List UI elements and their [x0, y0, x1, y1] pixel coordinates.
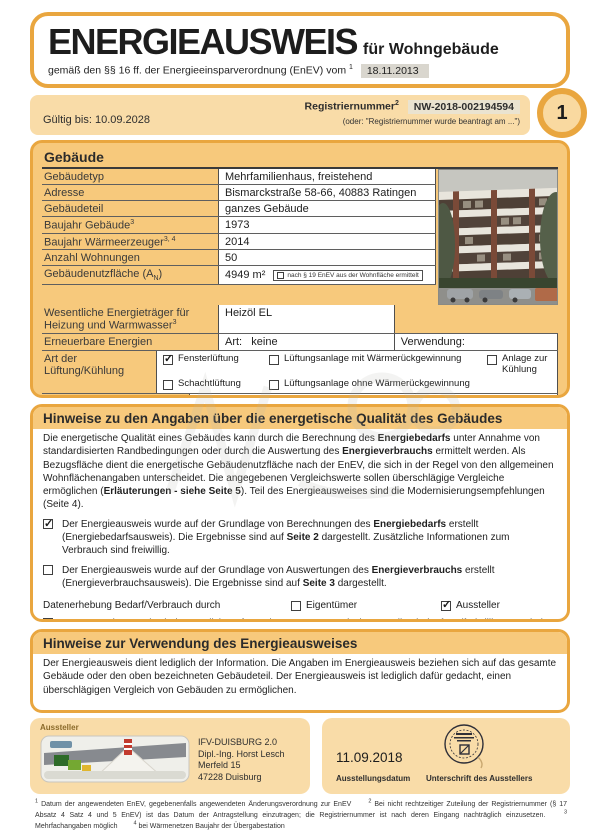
aussteller-checkbox[interactable] [441, 601, 451, 611]
quality-section-title: Hinweise zu den Angaben über die energetische Qualität des Gebäudes [33, 407, 567, 429]
survey-label: Datenerhebung Bedarf/Verbrauch durch [43, 600, 221, 612]
row-value: 2014 [218, 234, 436, 250]
page-title: ENERGIEAUSWEIS [48, 21, 358, 62]
building-section-title: Gebäude [42, 148, 558, 169]
document-header [30, 12, 570, 88]
usage-section-title: Hinweise zur Verwendung des Energieausweises [33, 632, 567, 654]
signature-label: Unterschrift des Ausstellers [426, 774, 533, 783]
table-row [42, 234, 436, 251]
row-label: Anzahl Wohnungen [44, 252, 140, 265]
occasion-option [463, 397, 551, 399]
row-value: 50 [218, 250, 436, 265]
row-label: Baujahr Gebäude$^3$ [44, 219, 135, 232]
building-photo [438, 169, 558, 305]
row-value: 4949 m² nach § 19 EnEV aus der Wohnfläche ermittelt [218, 266, 436, 283]
table-row [42, 201, 436, 217]
zusatzinfo-checkbox[interactable] [43, 618, 53, 622]
quality-item: Der Energieausweis wurde auf der Grundlage von Auswertungen des Energieverbrauchs erstellt (Energieverbrauchsausweis). Die Ergebnisse sind auf Seite 3 dargestellt. [43, 564, 557, 591]
row-label: Gebäudeteil [44, 203, 104, 215]
table-row-energy-carrier [42, 305, 558, 334]
occasion-options [189, 394, 558, 399]
enev-date-chip: 18.11.2013 [361, 64, 429, 78]
issue-date: 11.09.2018 [336, 750, 403, 765]
sonstiges-checkbox[interactable] [463, 398, 473, 399]
issuer-stamp [440, 721, 492, 773]
table-row-ventilation [42, 351, 558, 394]
survey-option: Eigentümer [291, 600, 441, 612]
row-label [42, 394, 189, 399]
schachtlueftung-checkbox[interactable] [163, 380, 173, 390]
modernisierung-checkbox[interactable] [316, 398, 326, 399]
area-source-option: nach § 19 EnEV aus der Wohnfläche ermittelt [273, 270, 422, 281]
issue-date-label: Ausstellungsdatum [336, 774, 411, 783]
table-row [42, 250, 436, 266]
table-row [42, 217, 436, 234]
lueftung-ohne-wrg-checkbox[interactable] [269, 380, 279, 390]
title-suffix: für Wohngebäude [363, 41, 499, 58]
registry-alt-note: (oder: "Registriernummer wurde beantragt am ...") [342, 116, 520, 126]
occasion-option [196, 397, 310, 399]
row-label: Art der Lüftung/Kühlung [44, 352, 125, 377]
table-row [42, 185, 436, 201]
ventilation-option: Lüftungsanlage mit Wärmerückgewinnung [269, 354, 481, 376]
registry-number-value: NW-2018-002194594 [408, 100, 520, 114]
header-subtitle: gemäß den §§ 16 ff. der Energieeinsparverordnung (EnEV) vom $^1$ 18.11.2013 [48, 64, 552, 77]
lueftung-mit-wrg-checkbox[interactable] [269, 355, 279, 365]
row-label: Erneuerbare Energien [44, 335, 153, 348]
row-value: Heizöl EL [218, 305, 395, 333]
footnote-ref-2: 2 [394, 100, 399, 107]
quality-item [43, 617, 557, 622]
signature-box [322, 718, 570, 794]
row-value: 1973 [218, 217, 436, 233]
bedarfsausweis-checkbox[interactable] [43, 519, 53, 529]
issuer-box [30, 718, 310, 794]
quality-notes-section [30, 404, 570, 622]
fensterlueftung-checkbox[interactable] [163, 355, 173, 365]
row-label: Adresse [44, 187, 85, 199]
issuer-label: Aussteller [40, 723, 79, 732]
neubau-checkbox[interactable] [196, 398, 206, 399]
valid-until-label: Gültig bis: 10.09.2028 [43, 114, 151, 126]
table-row-renewables [42, 334, 558, 351]
issuer-address: IFV-DUISBURG 2.0 Dipl.-Ing. Horst Lesch Merfeld 15 47228 Duisburg [198, 737, 285, 783]
table-row [42, 169, 436, 185]
usage-notes-section [30, 629, 570, 713]
occasion-option [316, 397, 456, 399]
issuer-logo [40, 735, 190, 783]
ventilation-option: Schachtlüftung [163, 379, 263, 390]
footnotes: $^1$ Datum der angewendeten EnEV, gegebenenfalls angewendeten Änderungsverordnung zur EnEV $^2$ Bei nicht rechtzeitiger Zuteilung der Registriernummer (§ 17 Absatz 4 Satz 4 und 5 EnEV) ist das Datum der Antragstellung einzutragen; die Registriernummer ist nach deren Eingang nachträglich einzusetzen. $^3$ Mehrfachangaben möglich $^4$ bei Wärmenetzen Baujahr der Übergabestation [35, 799, 567, 830]
eigentuemer-checkbox[interactable] [291, 601, 301, 611]
quality-item: ✓ Der Energieausweis wurde auf der Grundlage von Berechnungen des Energiebedarfs erstellt (Energiebedarfsausweis). Die Ergebnisse sind auf Seite 2 dargestellt. Zusätzliche Informationen zum Verbrauch sind freiwillig. [43, 518, 557, 558]
row-label: Gebäudetyp [44, 171, 104, 183]
quality-intro: Die energetische Qualität eines Gebäudes kann durch die Berechnung des Energiebedarfs unter Annahme von standardisierten Randbedingungen oder durch die Auswertung des Energieverbrauchs ermittelt werden. Als Bezugsfläche dient die energetische Gebäudenutzfläche nach der EnEV, die sich in der Regel von den allgemeinen Wohnflächenangaben unterscheidet. Die angegebenen Vergleichswerte sollen überschlägige Vergleiche ermöglichen (Erläuterungen - siehe Seite 5). Teil des Energieausweises sind die Modernisierungsempfehlungen (Seite 4). [43, 433, 554, 511]
usage-body: Der Energieausweis dient lediglich der Information. Die Angaben im Energieausweis beziehen sich auf das gesamte Gebäude oder den oben bezeichneten Gebäudeteil. Der Energieausweis ist lediglich dafür gedacht, einen überschlägigen Vergleich von Gebäuden zu ermöglichen. [43, 658, 557, 696]
row-value: Mehrfamilienhaus, freistehend [218, 169, 436, 184]
ventilation-option: Anlage zur Kühlung [487, 354, 551, 376]
ventilation-options [156, 351, 558, 393]
verbrauchsausweis-checkbox[interactable] [43, 565, 53, 575]
survey-option: ✓ Aussteller [441, 600, 500, 612]
row-value: ganzes Gebäude [218, 201, 436, 216]
page-number-badge: 1 [537, 88, 587, 138]
table-row-occasion [42, 394, 558, 399]
row-label: Wesentliche Energieträger für Heizung und Warmwasser$^3$ [44, 307, 190, 332]
footnote-ref-1: 1 [348, 64, 353, 71]
building-section [30, 140, 570, 398]
data-survey-row [43, 599, 557, 612]
area-source-checkbox[interactable] [277, 272, 284, 279]
ventilation-option: ✓ Fensterlüftung [163, 354, 263, 376]
registry-number-line: Registriernummer$^2$ NW-2018-002194594 [305, 100, 520, 113]
ventilation-option: Lüftungsanlage ohne Wärmerückgewinnung [269, 379, 470, 390]
table-row-usable-area [42, 266, 436, 284]
row-label: Baujahr Wärmeerzeuger$^{3, 4}$ [44, 235, 176, 249]
registry-strip [30, 95, 530, 135]
row-value: Art: keine Verwendung: [218, 334, 558, 350]
row-value: Bismarckstraße 58-66, 40883 Ratingen [218, 185, 436, 200]
kuehlung-checkbox[interactable] [487, 355, 497, 365]
row-label: Gebäudenutzfläche $(A_N)$ [44, 268, 163, 283]
